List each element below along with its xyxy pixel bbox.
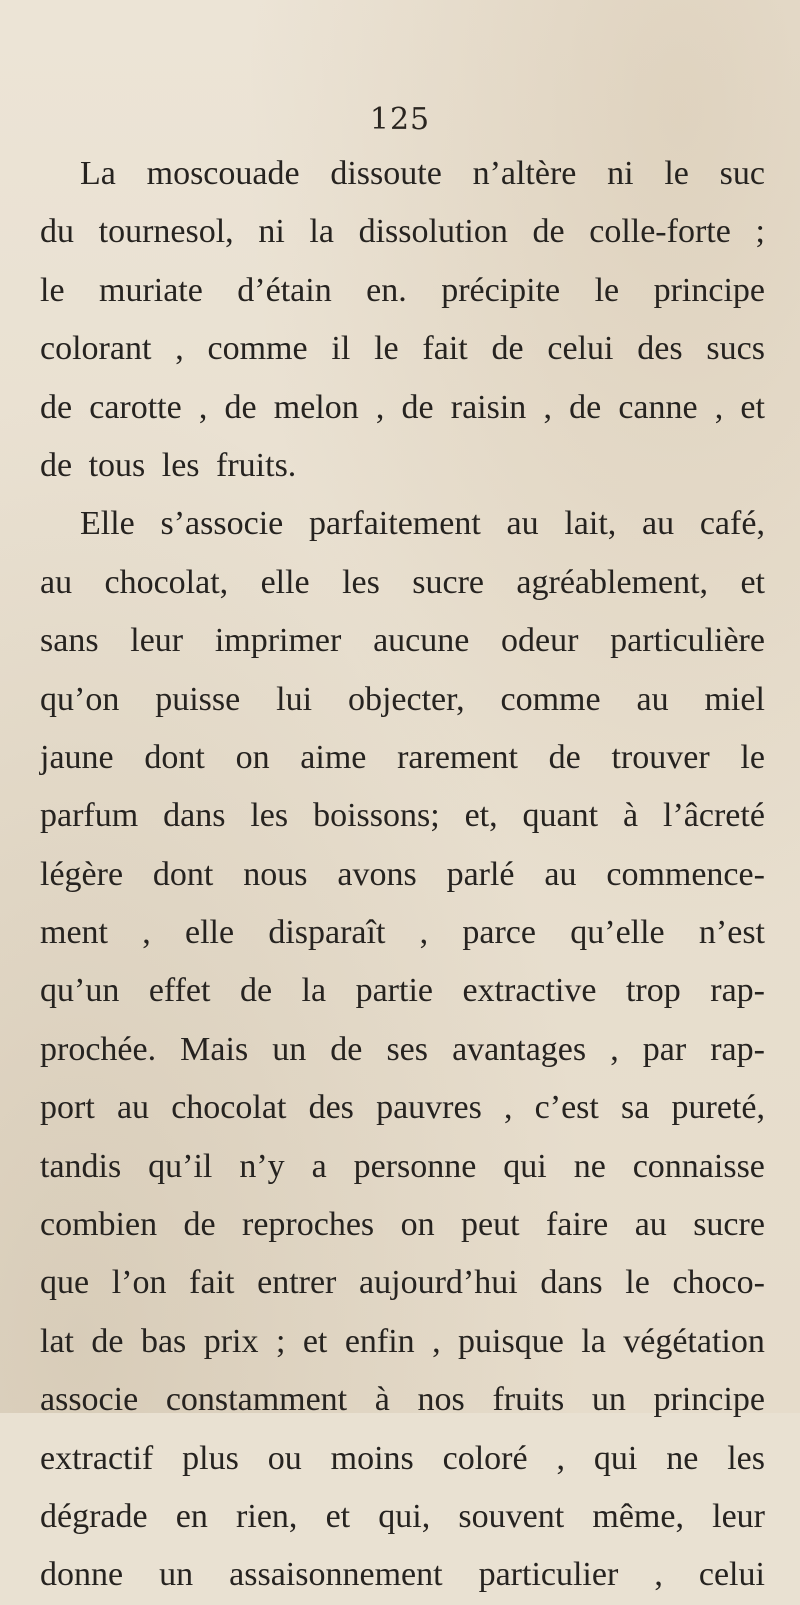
- text-line: au chocolat, elle les sucre agréablement, et: [40, 563, 765, 601]
- text-line: port au chocolat des pauvres , c’est sa pureté,: [40, 1089, 765, 1127]
- text-line: donne un assaisonnement particulier , celui: [40, 1556, 765, 1594]
- text-line: jaune dont on aime rarement de trouver le: [40, 738, 765, 776]
- text-line: légère dont nous avons parlé au commence-: [40, 855, 765, 893]
- text-line: colorant , comme il le fait de celui des sucs: [40, 330, 765, 368]
- text-line: parfum dans les boissons; et, quant à l’âcreté: [40, 797, 765, 835]
- page-number: 125: [369, 102, 431, 137]
- text-line: de tous les fruits.: [40, 446, 297, 484]
- text-line: qu’on puisse lui objecter, comme au miel: [40, 680, 765, 718]
- text-line: lat de bas prix ; et enfin , puisque la végétation: [40, 1322, 765, 1360]
- text-line: ment , elle disparaît , parce qu’elle n’est: [40, 914, 765, 952]
- text-line: combien de reproches on peut faire au sucre: [40, 1206, 765, 1244]
- text-line: de carotte , de melon , de raisin , de canne , et: [40, 388, 765, 426]
- text-line: prochée. Mais un de ses avantages , par rap-: [40, 1030, 765, 1068]
- body-text: [40, 145, 765, 1605]
- text-line: du tournesol, ni la dissolution de colle-forte ;: [40, 213, 765, 251]
- text-line: associe constamment à nos fruits un principe: [40, 1381, 765, 1419]
- text-line: sans leur imprimer aucune odeur particulière: [40, 622, 765, 660]
- text-line: que l’on fait entrer aujourd’hui dans le choco-: [40, 1264, 765, 1302]
- text-line: extractif plus ou moins coloré , qui ne les: [40, 1439, 765, 1477]
- text-line: le muriate d’étain en. précipite le principe: [40, 271, 765, 309]
- text-line: qu’un effet de la partie extractive trop rap-: [40, 972, 765, 1010]
- text-line: La moscouade dissoute n’altère ni le suc: [80, 155, 765, 192]
- text-line: tandis qu’il n’y a personne qui ne connaisse: [40, 1147, 765, 1185]
- text-line: Elle s’associe parfaitement au lait, au café,: [80, 505, 765, 543]
- text-line: dégrade en rien, et qui, souvent même, leur: [40, 1497, 765, 1535]
